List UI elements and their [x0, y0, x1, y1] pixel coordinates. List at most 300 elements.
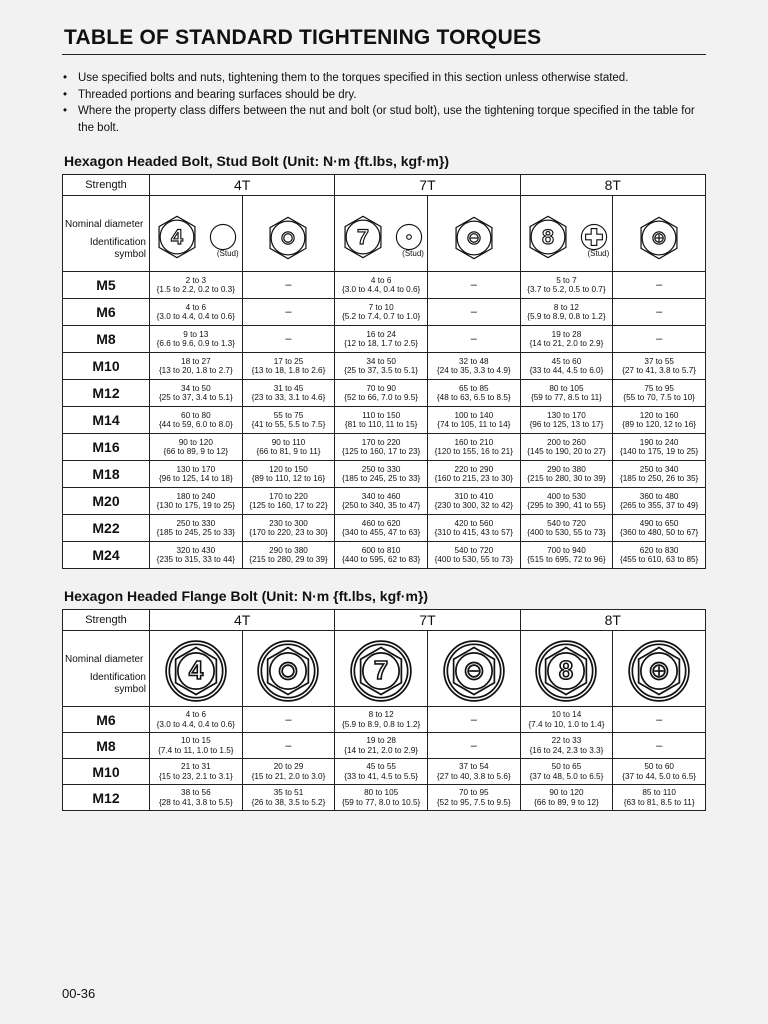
nominal-size: M8 — [63, 733, 150, 759]
torque-nm: 5 to 7 — [556, 275, 577, 285]
nominal-size: M24 — [63, 542, 150, 569]
torque-cell — [520, 353, 613, 380]
torque-cell: – — [613, 707, 706, 733]
torque-nm: 220 to 290 — [454, 464, 494, 474]
torque-conversions: {125 to 160, 17 to 22} — [249, 501, 328, 510]
torque-nm: 80 to 105 — [549, 383, 584, 393]
torque-nm: 80 to 105 — [364, 788, 399, 797]
torque-cell — [335, 353, 428, 380]
strength-class-4t: 4T — [150, 610, 335, 631]
strength-label: Strength — [63, 610, 150, 631]
symbol-cell-7t-plain — [427, 196, 520, 272]
torque-cell — [520, 461, 613, 488]
torque-conversions: {25 to 37, 3.5 to 5.1} — [344, 366, 419, 375]
torque-cell — [427, 461, 520, 488]
torque-cell — [242, 434, 335, 461]
torque-nm: 620 to 830 — [639, 545, 679, 555]
strength-class-8t: 8T — [520, 610, 705, 631]
nominal-size: M6 — [63, 299, 150, 326]
torque-conversions: {3.0 to 4.4, 0.4 to 0.6} — [156, 719, 235, 729]
torque-conversions: {295 to 390, 41 to 55} — [527, 501, 606, 510]
torque-nm: 70 to 90 — [366, 383, 396, 393]
torque-conversions: {185 to 245, 25 to 33} — [341, 474, 421, 483]
table1-title: Hexagon Headed Bolt, Stud Bolt (Unit: N·m {ft.lbs, kgf·m}) — [64, 153, 449, 169]
torque-conversions: {28 to 41, 3.8 to 5.5} — [158, 797, 233, 807]
torque-cell — [242, 353, 335, 380]
symbol-cell-8t-plain — [613, 631, 706, 707]
torque-nm: 90 to 110 — [271, 437, 306, 447]
table-row — [63, 380, 706, 407]
torque-nm: 540 to 720 — [454, 545, 494, 555]
torque-nm: 34 to 50 — [181, 383, 211, 393]
torque-conversions: {24 to 35, 3.3 to 4.9} — [436, 366, 511, 375]
svg-text:7: 7 — [356, 224, 369, 249]
torque-cell — [335, 461, 428, 488]
strength-label: Strength — [63, 175, 150, 196]
torque-nm: 4 to 6 — [185, 710, 207, 719]
torque-conversions: {74 to 105, 11 to 14} — [437, 420, 511, 429]
torque-cell — [242, 759, 335, 785]
torque-conversions: {96 to 125, 14 to 18} — [158, 474, 233, 483]
torque-conversions: {55 to 70, 7.5 to 10} — [623, 393, 695, 402]
bolt-head-ring-icon — [265, 215, 311, 261]
torque-nm: 38 to 56 — [181, 788, 211, 797]
flange-bolt-head-7-icon — [349, 639, 413, 703]
torque-nm: 90 to 120 — [178, 437, 213, 447]
torque-nm: 420 to 560 — [454, 518, 494, 528]
torque-nm: 19 to 28 — [366, 736, 396, 745]
strength-class-7t: 7T — [335, 610, 520, 631]
torque-nm: 320 to 430 — [176, 545, 216, 555]
bolt-head-grid-icon — [636, 215, 682, 261]
torque-conversions: {48 to 63, 6.5 to 8.5} — [436, 393, 511, 402]
torque-conversions: {170 to 220, 23 to 30} — [249, 528, 328, 537]
torque-cell — [242, 380, 335, 407]
torque-nm: 20 to 29 — [273, 762, 304, 771]
torque-cell — [150, 785, 243, 811]
note-item: • Where the property class differs between the nut and bolt (or stud bolt), use the tightening torque specified in the table for the bolt. — [60, 103, 708, 136]
stud-end-icon — [209, 223, 237, 251]
title-divider — [62, 54, 706, 55]
torque-conversions: {1.5 to 2.2, 0.2 to 0.3} — [156, 285, 235, 294]
torque-cell — [335, 488, 428, 515]
torque-cell — [150, 759, 243, 785]
torque-cell — [520, 434, 613, 461]
torque-nm: 160 to 210 — [454, 437, 494, 447]
svg-text:4: 4 — [171, 224, 184, 249]
torque-nm: 45 to 60 — [551, 356, 582, 366]
table-row — [63, 461, 706, 488]
torque-conversions: {63 to 81, 8.5 to 11} — [623, 797, 695, 807]
nominal-size: M12 — [63, 785, 150, 811]
torque-conversions: {15 to 21, 2.0 to 3.0} — [251, 771, 326, 781]
symbol-cell-8t-marked — [520, 631, 613, 707]
torque-conversions: {455 to 610, 63 to 85} — [619, 555, 699, 564]
nominal-size: M12 — [63, 380, 150, 407]
stud-label: (Stud) — [216, 248, 239, 258]
nominal-size: M20 — [63, 488, 150, 515]
torque-nm: 75 to 95 — [644, 383, 674, 393]
note-item: • Threaded portions and bearing surfaces should be dry. — [60, 87, 708, 104]
diagonal-header-cell — [63, 196, 150, 272]
symbol-cell-4t-plain — [242, 631, 335, 707]
torque-cell — [613, 407, 706, 434]
table-row — [63, 299, 706, 326]
torque-nm: 180 to 240 — [176, 491, 216, 501]
torque-nm: 37 to 55 — [644, 356, 674, 366]
torque-nm: 85 to 110 — [642, 788, 676, 797]
torque-nm: 60 to 80 — [181, 410, 211, 420]
torque-cell — [242, 785, 335, 811]
torque-nm: 540 to 720 — [547, 518, 586, 528]
torque-nm: 8 to 12 — [368, 710, 394, 719]
torque-nm: 490 to 650 — [639, 518, 679, 528]
torque-cell: – — [613, 733, 706, 759]
torque-nm: 250 to 340 — [639, 464, 679, 474]
torque-nm: 90 to 120 — [549, 788, 584, 797]
torque-nm: 170 to 220 — [269, 491, 308, 501]
torque-nm: 50 to 60 — [644, 762, 674, 771]
torque-cell — [335, 785, 428, 811]
torque-conversions: {13 to 18, 1.8 to 2.6} — [251, 366, 326, 375]
bolt-head-line-icon — [451, 215, 497, 261]
torque-nm: 16 to 24 — [366, 329, 396, 339]
torque-cell — [613, 353, 706, 380]
svg-text:4: 4 — [188, 656, 203, 685]
torque-cell — [613, 380, 706, 407]
table-row — [63, 707, 706, 733]
torque-cell: – — [427, 272, 520, 299]
torque-conversions: {310 to 415, 43 to 57} — [434, 528, 513, 537]
torque-nm: 35 to 51 — [273, 788, 304, 797]
torque-conversions: {33 to 41, 4.5 to 5.5} — [344, 771, 419, 781]
bolt-head-7-icon — [340, 214, 386, 260]
torque-cell — [335, 272, 428, 299]
stud-end-icon — [395, 223, 423, 251]
symbol-cell-4t-marked — [150, 196, 243, 272]
torque-nm: 22 to 33 — [551, 736, 582, 745]
torque-conversions: {16 to 24, 2.3 to 3.3} — [529, 745, 604, 755]
torque-conversions: {125 to 160, 17 to 23} — [341, 447, 421, 456]
torque-conversions: {5.2 to 7.4, 0.7 to 1.0} — [341, 312, 421, 321]
torque-conversions: {360 to 480, 50 to 67} — [619, 528, 699, 537]
torque-nm: 110 to 150 — [362, 410, 401, 420]
torque-cell — [242, 515, 335, 542]
torque-conversions: {515 to 695, 72 to 96} — [527, 555, 606, 564]
symbol-cell-4t-plain — [242, 196, 335, 272]
torque-nm: 700 to 940 — [547, 545, 586, 555]
torque-nm: 290 to 380 — [547, 464, 586, 474]
torque-conversions: {7.4 to 11, 1.0 to 1.5} — [158, 745, 234, 755]
torque-cell — [613, 515, 706, 542]
torque-cell — [427, 353, 520, 380]
torque-nm: 100 to 140 — [454, 410, 494, 420]
torque-conversions: {400 to 530, 55 to 73} — [527, 528, 606, 537]
torque-conversions: {14 to 21, 2.0 to 2.9} — [344, 745, 419, 755]
torque-cell — [613, 488, 706, 515]
torque-conversions: {14 to 21, 2.0 to 2.9} — [529, 339, 604, 348]
torque-cell — [427, 407, 520, 434]
torque-conversions: {59 to 77, 8.0 to 10.5} — [341, 797, 421, 807]
nominal-size: M10 — [63, 759, 150, 785]
torque-cell — [242, 461, 335, 488]
symbol-cell-7t-plain — [427, 631, 520, 707]
torque-conversions: {230 to 300, 32 to 42} — [434, 501, 513, 510]
torque-nm: 31 to 45 — [273, 383, 304, 393]
table-row — [63, 326, 706, 353]
table-row — [63, 488, 706, 515]
bolt-head-4-icon — [154, 214, 200, 260]
nominal-size: M6 — [63, 707, 150, 733]
torque-conversions: {33 to 44, 4.5 to 6.0} — [529, 366, 604, 375]
torque-conversions: {3.0 to 4.4, 0.4 to 0.6} — [341, 285, 421, 294]
torque-conversions: {235 to 315, 33 to 44} — [156, 555, 235, 564]
torque-cell — [427, 380, 520, 407]
torque-conversions: {37 to 44, 5.0 to 6.5} — [622, 771, 697, 781]
torque-conversions: {52 to 95, 7.5 to 9.5} — [436, 797, 511, 807]
nominal-size: M8 — [63, 326, 150, 353]
torque-nm: 460 to 620 — [361, 518, 401, 528]
torque-nm: 250 to 330 — [176, 518, 216, 528]
torque-nm: 600 to 810 — [361, 545, 401, 555]
table-row — [63, 353, 706, 380]
torque-conversions: {89 to 120, 12 to 16} — [622, 420, 697, 429]
nominal-size: M5 — [63, 272, 150, 299]
torque-cell — [150, 272, 243, 299]
torque-cell — [150, 326, 243, 353]
svg-text:7: 7 — [374, 656, 389, 685]
table-row — [63, 407, 706, 434]
torque-cell: – — [242, 326, 335, 353]
torque-nm: 170 to 220 — [361, 437, 401, 447]
torque-conversions: {440 to 595, 62 to 83} — [341, 555, 421, 564]
nominal-size: M10 — [63, 353, 150, 380]
torque-cell — [335, 707, 428, 733]
torque-cell — [520, 733, 613, 759]
torque-cell — [613, 542, 706, 569]
torque-cell — [150, 299, 243, 326]
symbol-cell-4t-marked — [150, 631, 243, 707]
torque-cell — [520, 326, 613, 353]
torque-conversions: {7.4 to 10, 1.0 to 1.4} — [528, 719, 605, 729]
torque-conversions: {340 to 455, 47 to 63} — [341, 528, 421, 537]
torque-nm: 310 to 410 — [454, 491, 494, 501]
symbol-cell-7t-marked — [335, 196, 428, 272]
torque-cell — [520, 785, 613, 811]
nominal-size: M18 — [63, 461, 150, 488]
torque-conversions: {81 to 110, 11 to 15} — [344, 420, 418, 429]
strength-class-4t: 4T — [150, 175, 335, 196]
torque-conversions: {66 to 89, 9 to 12} — [534, 797, 599, 807]
torque-nm: 55 to 75 — [273, 410, 304, 420]
torque-conversions: {400 to 530, 55 to 73} — [434, 555, 513, 564]
torque-cell — [613, 461, 706, 488]
torque-cell — [335, 407, 428, 434]
notes-list — [60, 70, 708, 136]
nominal-size: M16 — [63, 434, 150, 461]
torque-cell — [150, 380, 243, 407]
torque-conversions: {3.7 to 5.2, 0.5 to 0.7} — [527, 285, 606, 294]
torque-conversions: {27 to 40, 3.8 to 5.6} — [436, 771, 511, 781]
torque-nm: 4 to 6 — [185, 302, 207, 312]
torque-nm: 9 to 13 — [183, 329, 209, 339]
torque-conversions: {15 to 23, 2.1 to 3.1} — [158, 771, 233, 781]
svg-text:8: 8 — [542, 224, 554, 249]
hex-bolt-torque-table — [62, 174, 706, 569]
torque-cell — [520, 759, 613, 785]
torque-cell: – — [427, 299, 520, 326]
torque-cell — [520, 407, 613, 434]
torque-cell — [242, 407, 335, 434]
torque-cell — [520, 515, 613, 542]
stud-end-icon — [580, 223, 608, 251]
torque-conversions: {120 to 155, 16 to 21} — [434, 447, 513, 456]
torque-cell: – — [242, 707, 335, 733]
torque-cell — [520, 542, 613, 569]
torque-conversions: {5.9 to 8.9, 0.8 to 1.2} — [527, 312, 606, 321]
torque-cell: – — [613, 326, 706, 353]
bolt-head-8-icon — [525, 214, 571, 260]
torque-nm: 190 to 240 — [639, 437, 679, 447]
torque-cell — [335, 733, 428, 759]
table-row — [63, 542, 706, 569]
torque-conversions: {12 to 18, 1.7 to 2.5} — [344, 339, 419, 348]
flange-bolt-head-line-icon — [442, 639, 506, 703]
symbol-cell-8t-marked — [520, 196, 613, 272]
strength-class-8t: 8T — [520, 175, 705, 196]
torque-nm: 130 to 170 — [176, 464, 216, 474]
torque-cell — [335, 326, 428, 353]
torque-cell — [613, 434, 706, 461]
torque-cell — [150, 733, 243, 759]
torque-cell: – — [242, 272, 335, 299]
torque-conversions: {59 to 77, 8.5 to 11} — [531, 393, 602, 402]
flange-bolt-head-4-icon — [164, 639, 228, 703]
torque-conversions: {44 to 59, 6.0 to 8.0} — [158, 420, 233, 429]
torque-nm: 130 to 170 — [547, 410, 586, 420]
note-item: • Use specified bolts and nuts, tightening them to the torques specified in this section unless otherwise stated. — [60, 70, 708, 87]
diagonal-header-cell — [63, 631, 150, 707]
torque-conversions: {185 to 245, 25 to 33} — [156, 528, 235, 537]
torque-cell — [335, 515, 428, 542]
torque-cell — [613, 785, 706, 811]
svg-text:8: 8 — [559, 656, 574, 685]
flange-bolt-head-8-icon — [534, 639, 598, 703]
nominal-size: M14 — [63, 407, 150, 434]
torque-cell — [242, 542, 335, 569]
torque-nm: 19 to 28 — [551, 329, 582, 339]
torque-cell — [335, 380, 428, 407]
flange-bolt-torque-table — [62, 609, 706, 811]
torque-nm: 120 to 160 — [639, 410, 679, 420]
torque-nm: 45 to 55 — [366, 762, 396, 771]
torque-conversions: {265 to 355, 37 to 49} — [619, 501, 699, 510]
torque-conversions: {130 to 175, 19 to 25} — [156, 501, 235, 510]
torque-cell — [150, 434, 243, 461]
torque-nm: 18 to 27 — [181, 356, 211, 366]
torque-conversions: {140 to 175, 19 to 25} — [619, 447, 699, 456]
torque-cell — [335, 759, 428, 785]
page-number: 00-36 — [62, 986, 96, 1001]
torque-cell — [335, 434, 428, 461]
torque-conversions: {160 to 215, 23 to 30} — [434, 474, 513, 483]
symbol-cell-7t-marked — [335, 631, 428, 707]
torque-conversions: {215 to 280, 29 to 39} — [249, 555, 328, 564]
torque-nm: 400 to 530 — [547, 491, 586, 501]
identification-symbol-label: Identification symbol — [89, 671, 146, 695]
torque-conversions: {27 to 41, 3.8 to 5.7} — [622, 366, 697, 375]
torque-cell: – — [613, 272, 706, 299]
torque-cell — [242, 488, 335, 515]
torque-nm: 4 to 6 — [370, 275, 392, 285]
torque-conversions: {26 to 38, 3.5 to 5.2} — [251, 797, 326, 807]
torque-conversions: {37 to 48, 5.0 to 6.5} — [529, 771, 604, 781]
torque-cell — [427, 759, 520, 785]
stud-label: (Stud) — [402, 248, 424, 258]
torque-conversions: {66 to 81, 9 to 11} — [256, 447, 321, 456]
torque-cell — [150, 353, 243, 380]
torque-cell — [335, 542, 428, 569]
torque-nm: 340 to 460 — [361, 491, 401, 501]
torque-nm: 32 to 48 — [459, 356, 489, 366]
torque-cell — [150, 515, 243, 542]
page-title: TABLE OF STANDARD TIGHTENING TORQUES — [64, 26, 542, 49]
table-row — [63, 785, 706, 811]
torque-cell — [427, 434, 520, 461]
strength-class-7t: 7T — [335, 175, 520, 196]
torque-cell: – — [427, 733, 520, 759]
torque-cell — [520, 272, 613, 299]
torque-conversions: {3.0 to 4.4, 0.4 to 0.6} — [156, 312, 235, 321]
torque-cell — [335, 299, 428, 326]
torque-cell — [520, 380, 613, 407]
torque-conversions: {25 to 37, 3.4 to 5.1} — [158, 393, 233, 402]
torque-nm: 2 to 3 — [185, 275, 207, 285]
table-row — [63, 272, 706, 299]
torque-conversions: {250 to 340, 35 to 47} — [341, 501, 421, 510]
torque-cell — [150, 707, 243, 733]
table-row — [63, 434, 706, 461]
torque-conversions: {215 to 280, 30 to 39} — [527, 474, 606, 483]
flange-bolt-head-grid-icon — [627, 639, 691, 703]
torque-conversions: {89 to 110, 12 to 16} — [251, 474, 326, 483]
torque-nm: 7 to 10 — [368, 302, 394, 312]
torque-nm: 10 to 15 — [181, 736, 211, 745]
torque-nm: 37 to 54 — [459, 762, 489, 771]
torque-cell: – — [427, 707, 520, 733]
torque-nm: 17 to 25 — [273, 356, 304, 366]
torque-nm: 10 to 14 — [551, 710, 582, 719]
table-row — [63, 515, 706, 542]
torque-cell — [613, 759, 706, 785]
torque-cell — [427, 488, 520, 515]
identification-symbol-label: Identification symbol — [89, 236, 146, 260]
torque-nm: 120 to 150 — [269, 464, 308, 474]
torque-nm: 200 to 260 — [547, 437, 586, 447]
torque-nm: 50 to 65 — [551, 762, 582, 771]
torque-conversions: {52 to 66, 7.0 to 9.5} — [344, 393, 419, 402]
torque-cell: – — [242, 733, 335, 759]
nominal-diameter-label: Nominal diameter — [65, 218, 144, 230]
table-row — [63, 759, 706, 785]
nominal-diameter-label: Nominal diameter — [65, 653, 144, 665]
torque-cell — [427, 515, 520, 542]
torque-nm: 8 to 12 — [553, 302, 579, 312]
torque-nm: 230 to 300 — [269, 518, 308, 528]
torque-cell — [150, 488, 243, 515]
torque-cell — [520, 299, 613, 326]
torque-cell — [427, 785, 520, 811]
